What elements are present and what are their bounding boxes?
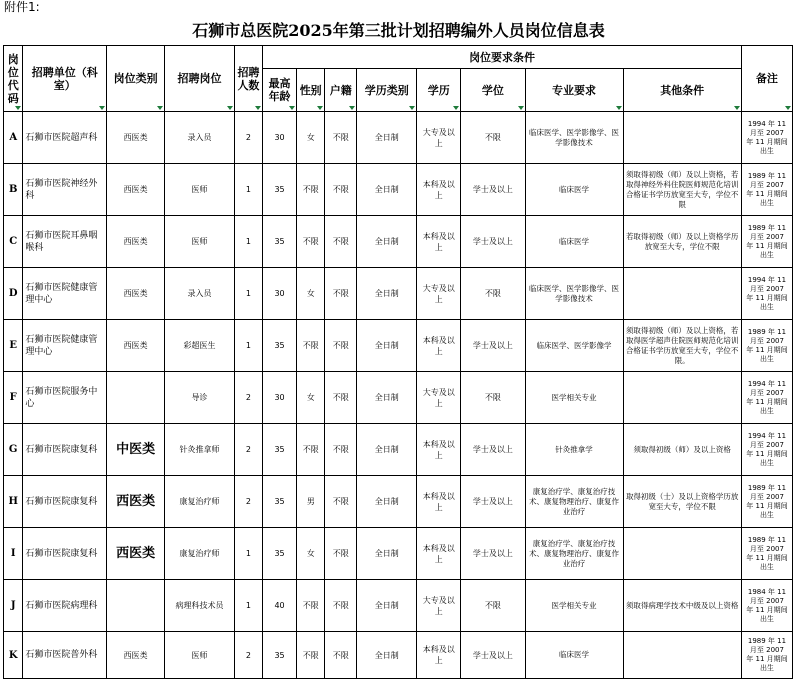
- cell-count[interactable]: 2: [234, 372, 263, 424]
- cell-other[interactable]: 须取得初级（师）及以上资格: [623, 424, 741, 476]
- attachment-label: 附件1:: [4, 0, 40, 14]
- cell-code[interactable]: J: [4, 580, 23, 632]
- cell-post[interactable]: 录入员: [165, 112, 234, 164]
- cell-major[interactable]: 临床医学、医学影像学: [525, 320, 623, 372]
- cell-other[interactable]: 须取得初级（师）及以上资格，若取得神经外科住院医师规范化培训合格证书学历放宽至大专，学位不限: [623, 164, 741, 216]
- cell-unit[interactable]: 石狮市医院康复科: [23, 424, 107, 476]
- cell-count[interactable]: 1: [234, 216, 263, 268]
- cell-unit[interactable]: 石狮市医院健康管理中心: [23, 320, 107, 372]
- cell-edu-type[interactable]: 全日制: [357, 268, 417, 320]
- cell-count[interactable]: 2: [234, 476, 263, 528]
- filter-arrow-icon[interactable]: [616, 106, 622, 110]
- cell-max-age[interactable]: 35: [263, 216, 297, 268]
- table-row: [4, 528, 793, 580]
- cell-category[interactable]: 西医类: [107, 528, 165, 580]
- cell-edu-type[interactable]: 全日制: [357, 320, 417, 372]
- cell-remark[interactable]: 1989 年 11 月至 2007 年 11 月期间出生: [741, 320, 792, 372]
- cell-unit[interactable]: 石狮市医院普外科: [23, 632, 107, 679]
- cell-major[interactable]: 临床医学、医学影像学、医学影像技术: [525, 112, 623, 164]
- cell-degree[interactable]: 学士及以上: [461, 528, 525, 580]
- header-category[interactable]: 岗位类别: [107, 46, 165, 112]
- header-degree[interactable]: 学位: [461, 69, 525, 112]
- cell-category[interactable]: 西医类: [107, 216, 165, 268]
- cell-hukou[interactable]: 不限: [325, 632, 357, 679]
- cell-post[interactable]: 病理科技术员: [165, 580, 234, 632]
- cell-code[interactable]: B: [4, 164, 23, 216]
- cell-category[interactable]: 西医类: [107, 632, 165, 679]
- cell-degree[interactable]: 学士及以上: [461, 632, 525, 679]
- header-code[interactable]: 岗位代码: [4, 46, 23, 112]
- table-row: [4, 632, 793, 679]
- cell-education[interactable]: 本科及以上: [417, 424, 461, 476]
- cell-degree[interactable]: 学士及以上: [461, 476, 525, 528]
- header-hukou[interactable]: 户籍: [325, 69, 357, 112]
- filter-arrow-icon[interactable]: [157, 106, 163, 110]
- cell-code[interactable]: K: [4, 632, 23, 679]
- cell-other[interactable]: [623, 372, 741, 424]
- cell-remark[interactable]: 1989 年 11 月至 2007 年 11 月期间出生: [741, 528, 792, 580]
- cell-unit[interactable]: 石狮市医院病理科: [23, 580, 107, 632]
- cell-edu-type[interactable]: 全日制: [357, 632, 417, 679]
- cell-count[interactable]: 1: [234, 268, 263, 320]
- cell-category[interactable]: 西医类: [107, 320, 165, 372]
- cell-max-age[interactable]: 35: [263, 632, 297, 679]
- filter-arrow-icon[interactable]: [785, 106, 791, 110]
- filter-arrow-icon[interactable]: [15, 106, 21, 110]
- cell-degree[interactable]: 学士及以上: [461, 216, 525, 268]
- table-row: [4, 164, 793, 216]
- cell-count[interactable]: 2: [234, 424, 263, 476]
- cell-major[interactable]: 康复治疗学、康复治疗技术、康复物理治疗、康复作业治疗: [525, 528, 623, 580]
- table-row: [4, 320, 793, 372]
- filter-arrow-icon[interactable]: [518, 106, 524, 110]
- cell-unit[interactable]: 石狮市医院神经外科: [23, 164, 107, 216]
- header-post[interactable]: 招聘岗位: [165, 46, 234, 112]
- cell-gender[interactable]: 不限: [296, 632, 325, 679]
- cell-remark[interactable]: 1994 年 11 月至 2007 年 11 月期间出生: [741, 268, 792, 320]
- cell-max-age[interactable]: 35: [263, 476, 297, 528]
- cell-post[interactable]: 导诊: [165, 372, 234, 424]
- cell-hukou[interactable]: 不限: [325, 528, 357, 580]
- cell-post[interactable]: 医师: [165, 164, 234, 216]
- cell-other[interactable]: 若取得初级（师）及以上资格学历放宽至大专，学位不限: [623, 216, 741, 268]
- header-remark[interactable]: 备注: [741, 46, 792, 112]
- cell-remark[interactable]: 1989 年 11 月至 2007 年 11 月期间出生: [741, 164, 792, 216]
- cell-hukou[interactable]: 不限: [325, 424, 357, 476]
- cell-major[interactable]: 临床医学: [525, 164, 623, 216]
- cell-other[interactable]: 须取得病理学技术中级及以上资格: [623, 580, 741, 632]
- header-edu-type[interactable]: 学历类别: [357, 69, 417, 112]
- cell-max-age[interactable]: 35: [263, 528, 297, 580]
- filter-arrow-icon[interactable]: [409, 106, 415, 110]
- cell-post[interactable]: 医师: [165, 216, 234, 268]
- cell-degree[interactable]: 不限: [461, 580, 525, 632]
- cell-major[interactable]: 临床医学: [525, 216, 623, 268]
- cell-count[interactable]: 2: [234, 632, 263, 679]
- cell-edu-type[interactable]: 全日制: [357, 372, 417, 424]
- cell-gender[interactable]: 男: [296, 476, 325, 528]
- cell-post[interactable]: 康复治疗师: [165, 528, 234, 580]
- cell-unit[interactable]: 石狮市医院服务中心: [23, 372, 107, 424]
- cell-gender[interactable]: 不限: [296, 164, 325, 216]
- filter-arrow-icon[interactable]: [349, 106, 355, 110]
- cell-gender[interactable]: 女: [296, 268, 325, 320]
- cell-education[interactable]: 本科及以上: [417, 476, 461, 528]
- cell-hukou[interactable]: 不限: [325, 320, 357, 372]
- filter-arrow-icon[interactable]: [317, 106, 323, 110]
- cell-unit[interactable]: 石狮市医院耳鼻咽喉科: [23, 216, 107, 268]
- cell-education[interactable]: 大专及以上: [417, 268, 461, 320]
- cell-post[interactable]: 针灸推拿师: [165, 424, 234, 476]
- cell-remark[interactable]: 1984 年 11 月至 2007 年 11 月期间出生: [741, 580, 792, 632]
- cell-hukou[interactable]: 不限: [325, 580, 357, 632]
- header-gender[interactable]: 性别: [296, 69, 325, 112]
- cell-count[interactable]: 1: [234, 164, 263, 216]
- filter-arrow-icon[interactable]: [227, 106, 233, 110]
- table-row: [4, 268, 793, 320]
- table-row: [4, 372, 793, 424]
- cell-max-age[interactable]: 35: [263, 164, 297, 216]
- cell-code[interactable]: E: [4, 320, 23, 372]
- cell-gender[interactable]: 女: [296, 528, 325, 580]
- cell-degree[interactable]: 学士及以上: [461, 320, 525, 372]
- cell-remark[interactable]: 1989 年 11 月至 2007 年 11 月期间出生: [741, 476, 792, 528]
- cell-hukou[interactable]: 不限: [325, 164, 357, 216]
- cell-degree[interactable]: 学士及以上: [461, 424, 525, 476]
- header-other[interactable]: 其他条件: [623, 69, 741, 112]
- cell-code[interactable]: A: [4, 112, 23, 164]
- cell-edu-type[interactable]: 全日制: [357, 528, 417, 580]
- filter-arrow-icon[interactable]: [734, 106, 740, 110]
- cell-major[interactable]: 临床医学: [525, 632, 623, 679]
- cell-post[interactable]: 录入员: [165, 268, 234, 320]
- cell-degree[interactable]: 学士及以上: [461, 164, 525, 216]
- cell-max-age[interactable]: 35: [263, 320, 297, 372]
- cell-gender[interactable]: 女: [296, 372, 325, 424]
- cell-gender[interactable]: 不限: [296, 580, 325, 632]
- table-row: [4, 424, 793, 476]
- cell-category[interactable]: 中医类: [107, 424, 165, 476]
- cell-major[interactable]: 临床医学、医学影像学、医学影像技术: [525, 268, 623, 320]
- cell-code[interactable]: F: [4, 372, 23, 424]
- cell-gender[interactable]: 不限: [296, 320, 325, 372]
- cell-major[interactable]: 康复治疗学、康复治疗技术、康复物理治疗、康复作业治疗: [525, 476, 623, 528]
- cell-post[interactable]: 彩超医生: [165, 320, 234, 372]
- cell-edu-type[interactable]: 全日制: [357, 580, 417, 632]
- cell-other[interactable]: [623, 112, 741, 164]
- filter-arrow-icon[interactable]: [255, 106, 261, 110]
- cell-major[interactable]: 医学相关专业: [525, 372, 623, 424]
- table-body: [4, 112, 793, 679]
- filter-arrow-icon[interactable]: [289, 106, 295, 110]
- cell-max-age[interactable]: 40: [263, 580, 297, 632]
- cell-count[interactable]: 2: [234, 112, 263, 164]
- cell-degree[interactable]: 不限: [461, 372, 525, 424]
- table-row: [4, 112, 793, 164]
- cell-edu-type[interactable]: 全日制: [357, 424, 417, 476]
- cell-gender[interactable]: 不限: [296, 216, 325, 268]
- cell-remark[interactable]: 1989 年 11 月至 2007 年 11 月期间出生: [741, 632, 792, 679]
- cell-unit[interactable]: 石狮市医院康复科: [23, 476, 107, 528]
- cell-unit[interactable]: 石狮市医院康复科: [23, 528, 107, 580]
- cell-education[interactable]: 大专及以上: [417, 112, 461, 164]
- cell-edu-type[interactable]: 全日制: [357, 476, 417, 528]
- table-row: [4, 476, 793, 528]
- header-max-age[interactable]: 最高年龄: [263, 69, 297, 112]
- cell-hukou[interactable]: 不限: [325, 372, 357, 424]
- cell-other[interactable]: 取得初级（士）及以上资格学历放宽至大专，学位不限: [623, 476, 741, 528]
- cell-major[interactable]: 针灸推拿学: [525, 424, 623, 476]
- cell-max-age[interactable]: 30: [263, 268, 297, 320]
- header-requirements-group: 岗位要求条件: [263, 46, 742, 69]
- cell-gender[interactable]: 女: [296, 112, 325, 164]
- table-row: [4, 580, 793, 632]
- cell-education[interactable]: 本科及以上: [417, 164, 461, 216]
- cell-education[interactable]: 本科及以上: [417, 528, 461, 580]
- cell-max-age[interactable]: 35: [263, 424, 297, 476]
- cell-count[interactable]: 1: [234, 528, 263, 580]
- cell-education[interactable]: 大专及以上: [417, 580, 461, 632]
- cell-education[interactable]: 大专及以上: [417, 372, 461, 424]
- cell-max-age[interactable]: 30: [263, 112, 297, 164]
- cell-education[interactable]: 本科及以上: [417, 216, 461, 268]
- filter-arrow-icon[interactable]: [453, 106, 459, 110]
- cell-code[interactable]: D: [4, 268, 23, 320]
- cell-post[interactable]: 医师: [165, 632, 234, 679]
- cell-other[interactable]: [623, 528, 741, 580]
- header-major[interactable]: 专业要求: [525, 69, 623, 112]
- header-education[interactable]: 学历: [417, 69, 461, 112]
- cell-other[interactable]: [623, 632, 741, 679]
- cell-other[interactable]: 须取得初级（师）及以上资格，若取得医学超声住院医师规范化培训合格证书学历放宽至大专，学位不限。: [623, 320, 741, 372]
- cell-remark[interactable]: 1994 年 11 月至 2007 年 11 月期间出生: [741, 112, 792, 164]
- cell-code[interactable]: H: [4, 476, 23, 528]
- cell-unit[interactable]: 石狮市医院健康管理中心: [23, 268, 107, 320]
- cell-edu-type[interactable]: 全日制: [357, 112, 417, 164]
- cell-category[interactable]: 西医类: [107, 164, 165, 216]
- cell-category[interactable]: 西医类: [107, 268, 165, 320]
- cell-code[interactable]: I: [4, 528, 23, 580]
- cell-hukou[interactable]: 不限: [325, 476, 357, 528]
- cell-remark[interactable]: 1994 年 11 月至 2007 年 11 月期间出生: [741, 372, 792, 424]
- cell-unit[interactable]: 石狮市医院超声科: [23, 112, 107, 164]
- cell-code[interactable]: C: [4, 216, 23, 268]
- cell-gender[interactable]: 不限: [296, 424, 325, 476]
- cell-count[interactable]: 1: [234, 320, 263, 372]
- table-row: [4, 216, 793, 268]
- cell-hukou[interactable]: 不限: [325, 268, 357, 320]
- cell-category[interactable]: [107, 372, 165, 424]
- cell-category[interactable]: 西医类: [107, 112, 165, 164]
- cell-code[interactable]: G: [4, 424, 23, 476]
- cell-degree[interactable]: 不限: [461, 112, 525, 164]
- cell-education[interactable]: 本科及以上: [417, 320, 461, 372]
- cell-category[interactable]: 西医类: [107, 476, 165, 528]
- cell-max-age[interactable]: 30: [263, 372, 297, 424]
- cell-count[interactable]: 1: [234, 580, 263, 632]
- cell-category[interactable]: [107, 580, 165, 632]
- filter-arrow-icon[interactable]: [99, 106, 105, 110]
- page-title: 石狮市总医院2025年第三批计划招聘编外人员岗位信息表: [192, 21, 605, 40]
- cell-edu-type[interactable]: 全日制: [357, 216, 417, 268]
- header-count[interactable]: 招聘人数: [234, 46, 263, 112]
- cell-degree[interactable]: 不限: [461, 268, 525, 320]
- positions-table: [3, 45, 793, 679]
- cell-post[interactable]: 康复治疗师: [165, 476, 234, 528]
- cell-other[interactable]: [623, 268, 741, 320]
- cell-education[interactable]: 本科及以上: [417, 632, 461, 679]
- cell-hukou[interactable]: 不限: [325, 112, 357, 164]
- cell-hukou[interactable]: 不限: [325, 216, 357, 268]
- cell-major[interactable]: 医学相关专业: [525, 580, 623, 632]
- cell-edu-type[interactable]: 全日制: [357, 164, 417, 216]
- header-unit[interactable]: 招聘单位（科室）: [23, 46, 107, 112]
- cell-remark[interactable]: 1989 年 11 月至 2007 年 11 月期间出生: [741, 216, 792, 268]
- cell-remark[interactable]: 1994 年 11 月至 2007 年 11 月期间出生: [741, 424, 792, 476]
